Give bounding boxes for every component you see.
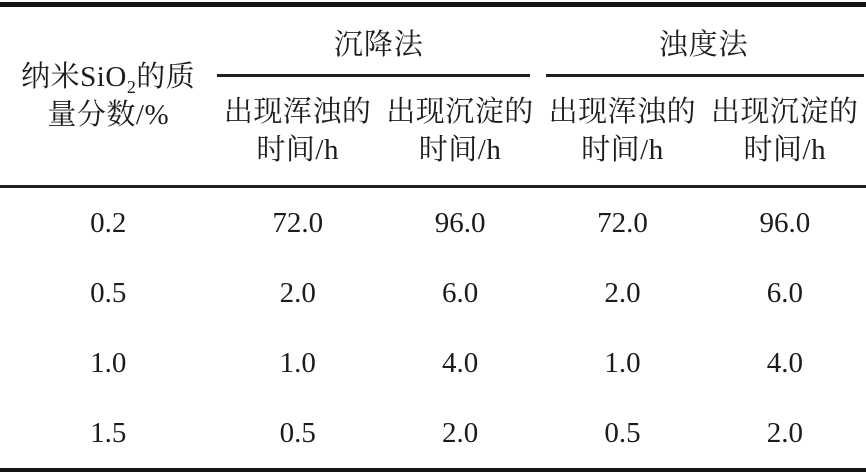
col-header-sed-turbid-time — [217, 77, 379, 187]
rule-under-sedimentation — [217, 74, 531, 77]
group-header-turbidity-method — [541, 5, 866, 78]
col-header-line-2: 时间/h — [743, 134, 827, 166]
subscript-2: 2 — [126, 76, 137, 97]
table-row — [0, 328, 866, 398]
table-row — [0, 258, 866, 328]
col-header-line-2: 时间/h — [256, 134, 339, 166]
table-cell: 4.0 — [441, 346, 479, 379]
table-cell: 4.0 — [766, 346, 803, 379]
col-header-turb-precip-time — [704, 77, 866, 187]
table-cell: 1.0 — [90, 346, 127, 379]
table-cell: 1.0 — [604, 346, 641, 379]
col-header-line-1: 出现浑浊的 — [548, 96, 697, 128]
table-cell: 0.5 — [604, 416, 641, 449]
col-header-turb-turbid-time — [541, 77, 703, 187]
table-cell: 96.0 — [759, 206, 811, 239]
rule-under-turbidity — [546, 74, 864, 77]
table-cell: 1.0 — [279, 346, 316, 379]
table-cell: 72.0 — [272, 206, 324, 239]
table-cell: 6.0 — [441, 276, 479, 309]
group-header-sedimentation-method — [217, 5, 542, 78]
table-cell: 6.0 — [766, 276, 803, 309]
col-header-line-1: 出现浑浊的 — [223, 96, 372, 128]
col-header-line-2: 时间/h — [418, 134, 502, 166]
table-cell: 1.5 — [90, 416, 127, 449]
col-header-line-1: 出现沉淀的 — [386, 96, 534, 128]
row-header-line-1: 纳米SiO$_2$的质 — [21, 61, 196, 97]
table-row — [0, 398, 866, 470]
col-header-line-1: 出现沉淀的 — [711, 96, 859, 128]
table-cell: 96.0 — [434, 206, 486, 239]
group-header-row — [0, 5, 866, 78]
table-cell: 0.2 — [90, 206, 127, 239]
table-cell: 2.0 — [279, 276, 316, 309]
col-header-sed-precip-time — [379, 77, 541, 187]
table-cell: 2.0 — [441, 416, 479, 449]
row-header-line-2: 量分数/% — [47, 99, 170, 131]
row-header-mass-fraction — [0, 5, 217, 187]
results-table — [0, 2, 866, 472]
group-label: 沉降法 — [333, 28, 424, 61]
table-body — [0, 187, 866, 471]
table-row — [0, 187, 866, 259]
table-cell: 0.5 — [279, 416, 316, 449]
table-cell: 0.5 — [90, 276, 127, 309]
col-header-line-2: 时间/h — [581, 134, 664, 166]
table-header — [0, 5, 866, 187]
group-label: 浊度法 — [658, 28, 749, 61]
table-cell: 72.0 — [597, 206, 648, 239]
table-cell: 2.0 — [766, 416, 803, 449]
table-cell: 2.0 — [604, 276, 641, 309]
